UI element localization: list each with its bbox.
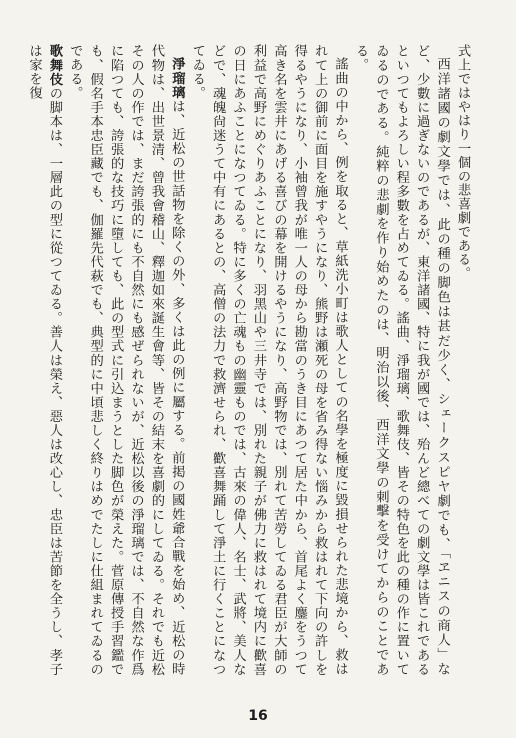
paragraph-5: [23, 44, 64, 676]
paragraph-3-text: 謠曲の中から、例を取ると、草紙洗小町は歌人としての名學を極度に毀損せられた悲境から、救はれて上の御前に面目を施すやうになり、熊野は瀬死の母を省み得ない惱みから救はれて下向の許しを得るやうになり、小袖曾我が唯一人の母から勘當のうき目にあつて居た中から、首尾よく鏖をうつて高き名を雲井にあげる喜びの幕を開けるやうになり、高野物では、別れて苦勞してゐる君臣が大師の利益で高野にめぐりあふことになり、羽黑山や三井寺では、別れた親子が佛力に救はれて境内に歡喜の日にあふことになつてゐる。特に多くの亡魂もの幽靈ものでは、古來の偉人、名士、武將、美人などで、魂魄尙迷うて中有にあるとの、高僧の法力で救濟せられ、歡喜舞踊して淨土に行くことになつてゐる。: [189, 44, 348, 676]
paragraph-1-text: 式上ではやはり一個の悲喜劇である。: [455, 44, 470, 281]
paragraph-1: [452, 44, 472, 676]
paragraph-2-text: 西洋諸國の劇文學では、此の種の脚色は甚だ少く、シェークスピヤ劇でも、「ヱニスの商人」など、少數に過ぎないのであるが、東洋諸國、特に我が國では、殆んど總べての劇文學は皆これであるといつてもよろしい程多數を占めてゐる。謠曲、淨瑠璃、歌舞伎、皆その特色を此の種の作に置いてゐるのである。純粹の悲劇を作り始めたのは、明治以後、西洋文學の刺擊を受けてからのことである。: [352, 44, 450, 676]
paragraph-2: [350, 44, 452, 676]
paragraph-4-lead: 淨瑠璃: [169, 57, 185, 100]
paragraph-5-text: の脚本は、一層此の型に從つてゐる。善人は榮え、惡人は改心し、忠臣は苦節を全うし、孝子は家を復: [26, 44, 62, 676]
paragraph-4-text: は、近松の世話物を除くの外、多くは此の例に屬する。前掲の國姓爺合戰を始め、近松の時代物は、出世景清、曾我會稽山、釋迦如來誕生會等、皆その結末を喜劇的にしてゐる。それでも近松その人の作では、まだ誇張的にも不自然にも感ぜられないが、近松以後の淨瑠璃では、不自然な作爲に陷つても、誇張的な技巧に墮しても、此の型式に引込まうとした脚色が榮えた。菅原傳授手習鑑でも、假名手本忠臣藏でも、伽羅先代萩でも、典型的に中頃悲しく終りはめでたしに仕組まれてゐるのである。: [67, 44, 185, 676]
paragraph-3: [186, 44, 349, 676]
paragraph-5-lead: 歌舞伎: [46, 44, 62, 87]
vertical-text-body: [26, 44, 472, 676]
page-number: 16: [248, 708, 268, 724]
paragraph-4: [64, 44, 186, 676]
